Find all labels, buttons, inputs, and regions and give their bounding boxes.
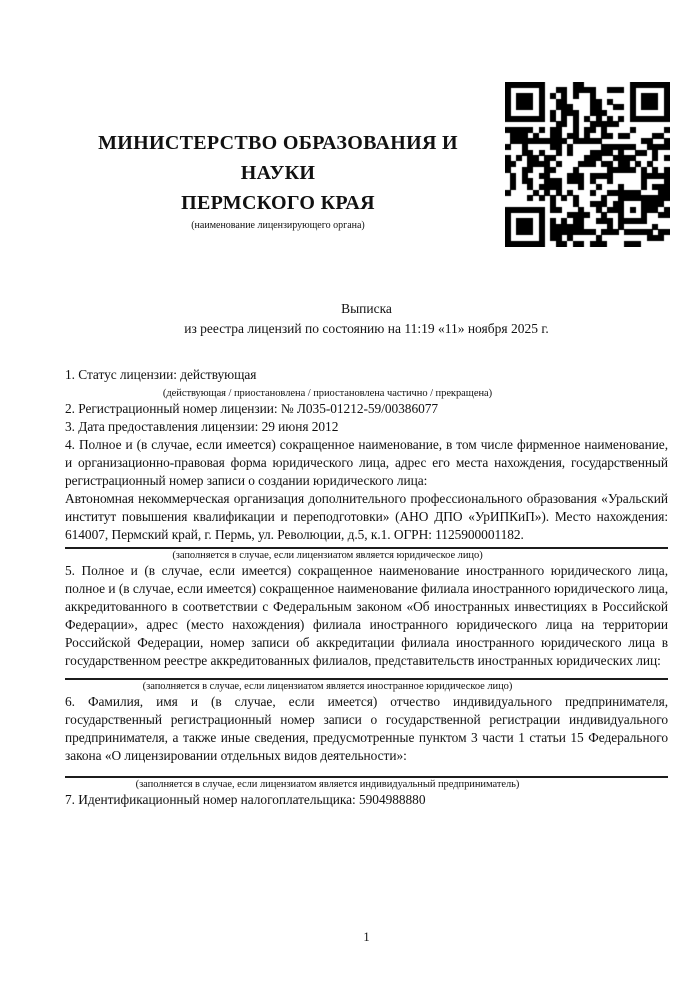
- license-status-options-caption-wrap: [65, 387, 590, 400]
- license-registration-number: 2. Регистрационный номер лицензии: № Л035-01212-59/00386077: [65, 401, 439, 416]
- entrepreneur-caption-wrap: [65, 778, 590, 791]
- taxpayer-id: 7. Идентификационный номер налогоплательщика: 5904988880: [65, 792, 426, 807]
- legal-entity-caption-wrap: [65, 549, 590, 562]
- foreign-entity-caption-wrap: [65, 680, 590, 693]
- legal-entity-heading: 4. Полное и (в случае, если имеется) сокращенное наименование, в том числе фирменное наименование, и организационно-правовая форма юридического лица, адрес его места нахождения, государственный регистрационный номер записи о создании юридического лица:: [65, 437, 668, 488]
- license-status: 1. Статус лицензии: действующая: [65, 367, 257, 382]
- ministry-name: [60, 128, 496, 218]
- legal-entity-details: Автономная некоммерческая организация дополнительного профессионального образования «Уральский институт повышения квалификации и переподготовки» (АНО ДПО «УрИПКиП»). Место нахождения: 614007, Пермский край, г. Пермь, ул. Революции, д.5, к.1. ОГРН: 1125900001182.: [65, 491, 668, 542]
- license-status-options-caption: (действующая / приостановлена / приостановлена частично / прекращена): [162, 388, 493, 399]
- foreign-entity-caption: (заполняется в случае, если лицензиатом является иностранное юридическое лицо): [142, 681, 513, 692]
- foreign-entity-heading: 5. Полное и (в случае, если имеется) сокращенное наименование иностранного юридического лица, полное и (в случае, если имеется) сокращенное наименование филиала иностранного юридического лица, аккредитованного в соответствии с Федеральным законом «Об иностранных инвестициях в Российской Федерации», адрес (место нахождения) филиала иностранного юридического лица на территории Российской Федерации, номер записи об аккредитации филиала иностранного юридического лица в государственном реестре аккредитованных филиалов, представительств иностранных юридических лиц:: [65, 563, 668, 668]
- qr-code-icon: [505, 82, 670, 247]
- page-number: 1: [363, 930, 370, 944]
- document-body: [65, 366, 668, 809]
- document-title-line1: Выписка: [341, 301, 392, 316]
- licensing-authority-header: [60, 128, 496, 232]
- entrepreneur-caption: (заполняется в случае, если лицензиатом является индивидуальный предприниматель): [135, 779, 520, 790]
- ministry-name-line1: МИНИСТЕРСТВО ОБРАЗОВАНИЯ И НАУКИ: [98, 132, 458, 184]
- document-title-line2: из реестра лицензий по состоянию на 11:19 «11» ноября 2025 г.: [184, 321, 549, 336]
- legal-entity-caption: (заполняется в случае, если лицензиатом является юридическое лицо): [172, 550, 483, 561]
- license-grant-date: 3. Дата предоставления лицензии: 29 июня 2012: [65, 419, 339, 434]
- entrepreneur-heading: 6. Фамилия, имя и (в случае, если имеется) отчество индивидуального предпринимателя, государственный регистрационный номер записи о государственной регистрации индивидуального предпринимателя, а также иные сведения, предусмотренные пунктом 3 части 1 статьи 15 Федерального закона «О лицензировании отдельных видов деятельности»:: [65, 694, 668, 763]
- document-title: [65, 299, 668, 339]
- ministry-caption: (наименование лицензирующего органа): [191, 220, 365, 231]
- ministry-name-line2: ПЕРМСКОГО КРАЯ: [181, 192, 375, 214]
